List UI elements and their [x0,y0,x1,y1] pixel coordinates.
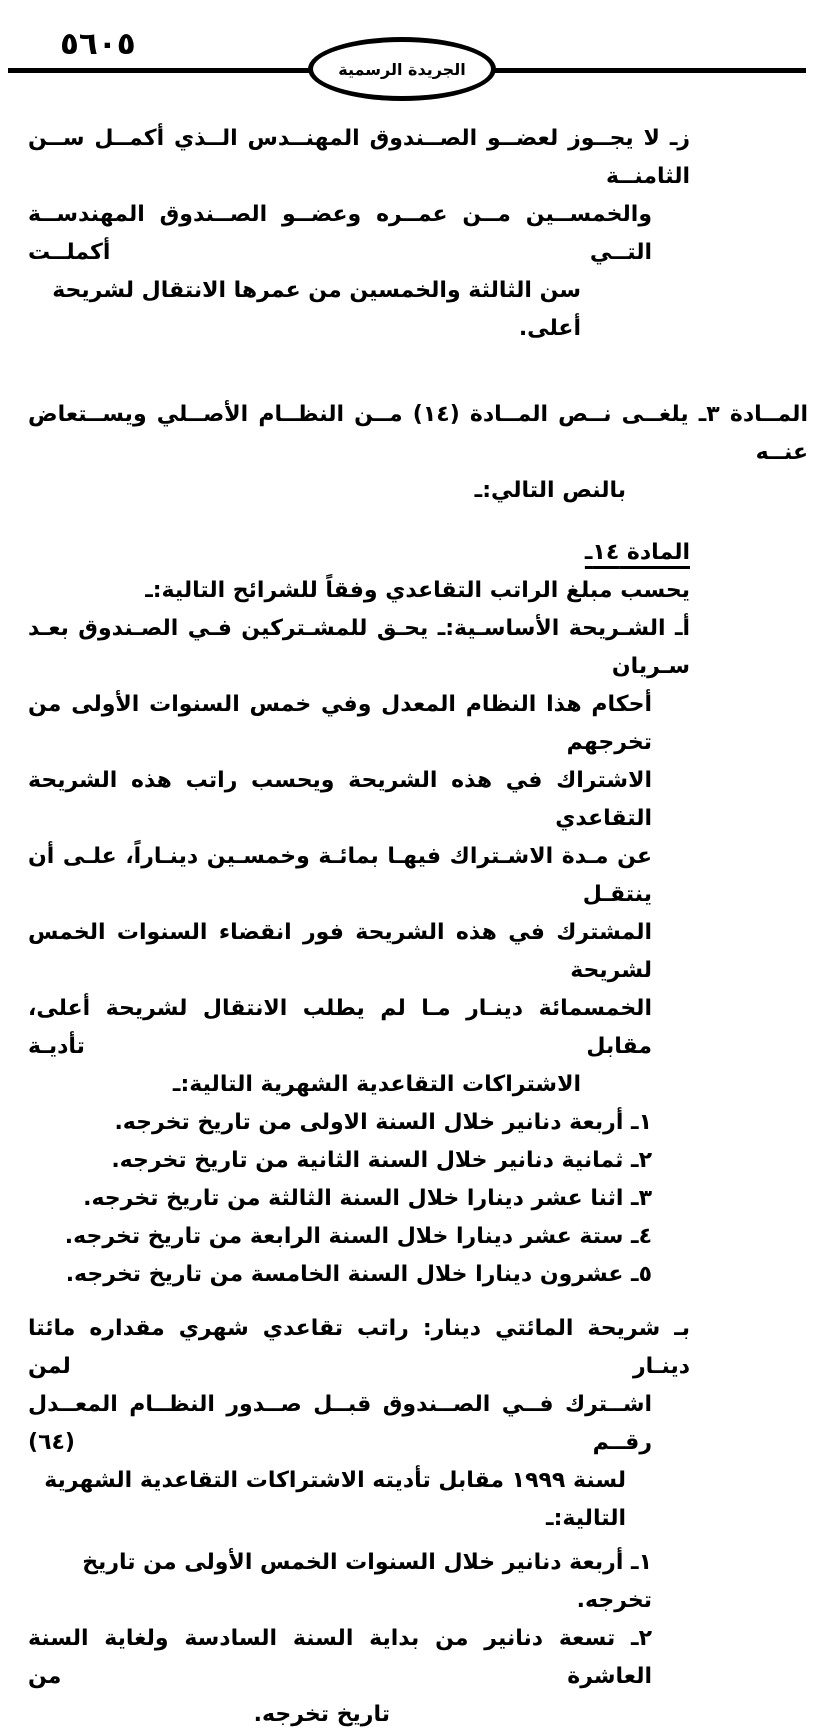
list-200-tier [0,1544,816,1734]
text-line: المادة ١٤ـ [584,540,690,565]
clause-z [0,120,816,348]
text-line: تاريخ تخرجه. [253,1702,390,1727]
article-14-heading [0,534,816,610]
text-line: المــادة ٣ـ يلغــى نــص المــادة (١٤) مــن النظــام الأصــلي ويســتعاض عنــه [28,402,808,465]
article-3 [0,396,816,510]
page-number: ٥٦٠٥ [60,26,136,62]
text-line: بـ شريحة المائتي دينار: راتب تقاعدي شهري مقداره مائتا دينـار لمن [28,1316,690,1379]
text-line: الاشتراك في هذه الشريحة ويحسب راتب هذه الشريحة التقاعدي [28,768,652,831]
text-line: والخمســين مــن عمــره وعضــو الصــندوق المهندســة التــي أكملــت [28,202,652,265]
text-line: ٥ـ عشرون دينارا خلال السنة الخامسة من تاريخ تخرجه. [65,1262,652,1287]
text-line: يحسب مبلغ الراتب التقاعدي وفقاً للشرائح التالية:ـ [145,578,690,603]
text-line: أحكام هذا النظام المعدل وفي خمس السنوات الأولى من تخرجهم [28,692,652,755]
text-line: ١ـ أربعة دنانير خلال السنوات الخمس الأولى من تاريخ تخرجه. [82,1550,652,1613]
text-line: ١ـ أربعة دنانير خلال السنة الاولى من تاريخ تخرجه. [114,1110,652,1135]
list-basic-tier [0,1104,816,1294]
text-line: ٢ـ تسعة دنانير من بداية السنة السادسة ولغاية السنة العاشرة من [28,1626,652,1689]
text-line: ٢ـ ثمانية دنانير خلال السنة الثانية من تاريخ تخرجه. [111,1148,652,1173]
text-line: سن الثالثة والخمسين من عمرها الانتقال لشريحة أعلى. [52,278,581,341]
text-line: الاشتراكات التقاعدية الشهرية التالية:ـ [172,1072,581,1097]
clause-b [0,1310,816,1538]
text-line: المشترك في هذه الشريحة فور انقضاء السنوات الخمس لشريحة [28,920,652,983]
gazette-title: الجريدة الرسمية [338,59,466,79]
text-line: اشــترك فــي الصــندوق قبــل صــدور النظــام المعــدل رقــم (٦٤) [28,1392,652,1455]
text-line: بالنص التالي:ـ [474,478,626,503]
text-line: زـ لا يجــوز لعضــو الصــندوق المهنــدس الــذي أكمــل ســن الثامنــة [28,126,690,189]
text-line: عن مـدة الاشـتراك فيهـا بمائـة وخمسـين دينـاراً، علـى أن ينتقـل [28,844,652,907]
text-line: أـ الشـريحة الأساسـية:ـ يحـق للمشـتركين فـي الصـندوق بعـد سـريان [28,616,690,679]
text-line: لسنة ١٩٩٩ مقابل تأديته الاشتراكات التقاعدية الشهرية التالية:ـ [44,1468,626,1531]
clause-a [0,610,816,1104]
text-line: ٣ـ اثنا عشر دينارا خلال السنة الثالثة من تاريخ تخرجه. [83,1186,652,1211]
text-line: الخمسمائة دينـار مـا لم يطلب الانتقال لشريحة أعلى، مقابل تأديـة [28,996,652,1059]
text-line: ٤ـ ستة عشر دينارا خلال السنة الرابعة من تاريخ تخرجه. [64,1224,652,1249]
